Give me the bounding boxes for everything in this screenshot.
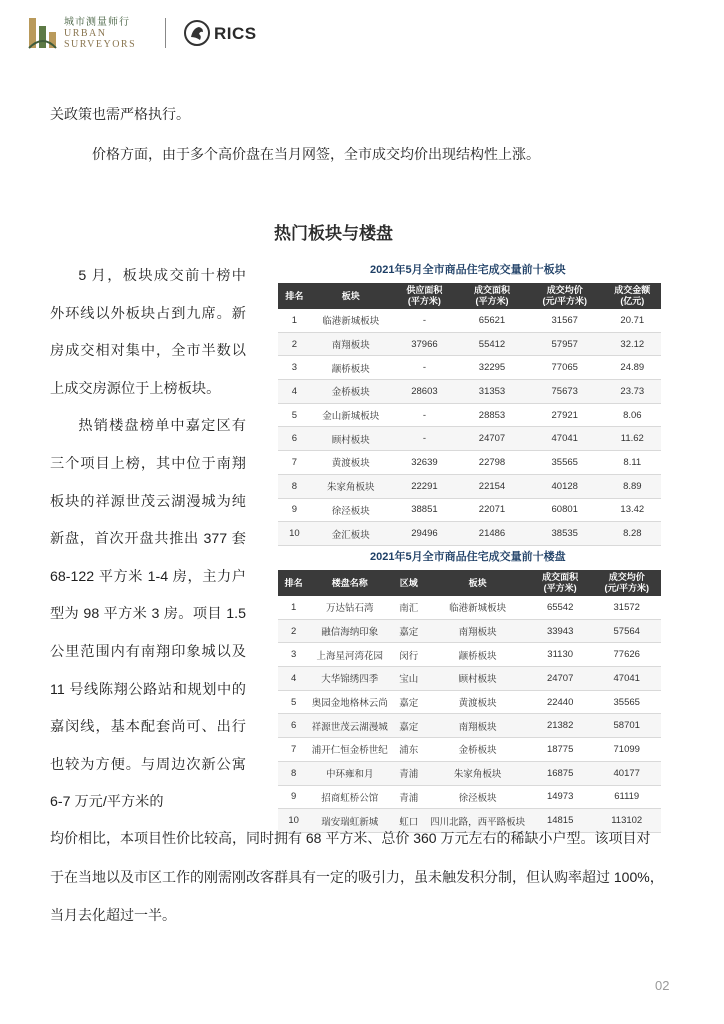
table-cell: 60801 <box>526 498 604 522</box>
table-cell: 2 <box>278 332 311 356</box>
table-row <box>278 309 661 332</box>
table-cell: 24707 <box>528 667 593 691</box>
bottom-line-1: 均价相比，本项目性价比较高，同时拥有 68 平方米、总价 360 万元左右的稀缺小户型。该项目对 <box>50 830 651 846</box>
table-cell: 11.62 <box>604 427 661 451</box>
table-cell: 大华锦绣四季 <box>309 667 390 691</box>
table-cell: 9 <box>278 785 309 809</box>
table-cell: 临港新城板块 <box>311 309 391 332</box>
col-header: 成交面积 (平方米) <box>458 283 526 309</box>
table-cell: 朱家角板块 <box>311 474 391 498</box>
table-cell: 金山新城板块 <box>311 403 391 427</box>
top-projects-table <box>278 570 661 833</box>
logo-en-1: URBAN <box>64 28 107 39</box>
table-cell: 113102 <box>592 809 661 833</box>
section-title: 热门板块与楼盘 <box>274 224 393 243</box>
logo-en-2: SURVEYORS <box>64 39 137 50</box>
table-cell: 1 <box>278 309 311 332</box>
col-header: 成交金额 (亿元) <box>604 283 661 309</box>
table-cell: 5 <box>278 403 311 427</box>
urban-surveyors-logo-icon <box>28 16 58 50</box>
table-cell: 31353 <box>458 380 526 404</box>
table-cell: 8 <box>278 761 309 785</box>
table-cell: 14973 <box>528 785 593 809</box>
table-cell: 57957 <box>526 332 604 356</box>
table-row <box>278 451 661 475</box>
table-cell: 8.11 <box>604 451 661 475</box>
table-cell: 22440 <box>528 690 593 714</box>
table-cell: 75673 <box>526 380 604 404</box>
table-row <box>278 356 661 380</box>
table-cell: 28853 <box>458 403 526 427</box>
table-cell: 77626 <box>592 643 661 667</box>
table-row <box>278 690 661 714</box>
table-cell: 77065 <box>526 356 604 380</box>
table-row <box>278 667 661 691</box>
paragraph-1: 关政策也需严格执行。 <box>50 106 190 122</box>
table-cell: 29496 <box>391 522 459 546</box>
table-cell: 65542 <box>528 596 593 619</box>
table-cell: 4 <box>278 380 311 404</box>
table-cell: 21382 <box>528 714 593 738</box>
page-number: 02 <box>655 978 670 993</box>
table-cell: 38535 <box>526 522 604 546</box>
table-cell: 10 <box>278 809 309 833</box>
table-cell: 2 <box>278 619 309 643</box>
col-header: 区域 <box>390 570 427 596</box>
page-header <box>28 14 328 54</box>
table-cell: 24707 <box>458 427 526 451</box>
col-header: 楼盘名称 <box>309 570 390 596</box>
table-row <box>278 643 661 667</box>
col-header: 排名 <box>278 570 309 596</box>
table-cell: - <box>391 309 459 332</box>
table-row <box>278 380 661 404</box>
top-districts-table <box>278 283 661 546</box>
table-row <box>278 403 661 427</box>
table-cell: 57564 <box>592 619 661 643</box>
col-header: 板块 <box>427 570 528 596</box>
table-cell: 瑞安瑞虹新城 <box>309 809 390 833</box>
table-cell: 颛桥板块 <box>427 643 528 667</box>
table-cell: 金桥板块 <box>311 380 391 404</box>
table-cell: 7 <box>278 738 309 762</box>
table-cell: 宝山 <box>390 667 427 691</box>
rics-logo-text: RICS <box>214 24 257 43</box>
table-cell: 四川北路，西平路板块 <box>427 809 528 833</box>
table-cell: 6 <box>278 427 311 451</box>
table-cell: 28603 <box>391 380 459 404</box>
table-cell: 22154 <box>458 474 526 498</box>
rics-lion-icon <box>184 20 210 46</box>
table-cell: 奥园金地格林云尚 <box>309 690 390 714</box>
table-cell: 58701 <box>592 714 661 738</box>
table-cell: 27921 <box>526 403 604 427</box>
table-row <box>278 332 661 356</box>
header-divider <box>165 18 166 48</box>
bottom-line-3: 当月去化超过一半。 <box>50 907 176 923</box>
table-cell: 招商虹桥公馆 <box>309 785 390 809</box>
table-row <box>278 619 661 643</box>
table-cell: 8.28 <box>604 522 661 546</box>
table-cell: 金桥板块 <box>427 738 528 762</box>
table-cell: 虹口 <box>390 809 427 833</box>
left-column-text <box>50 258 246 822</box>
table-cell: 朱家角板块 <box>427 761 528 785</box>
table-row <box>278 761 661 785</box>
col-header: 成交均价 (元/平方米) <box>592 570 661 596</box>
table-cell: 32295 <box>458 356 526 380</box>
col-header: 成交面积 (平方米) <box>528 570 593 596</box>
table-cell: 3 <box>278 643 309 667</box>
table-header-row <box>278 570 661 596</box>
table-cell: 万达钻石湾 <box>309 596 390 619</box>
table-cell: 浦开仁恒金桥世纪 <box>309 738 390 762</box>
table-cell: 3 <box>278 356 311 380</box>
table-cell: 上海星河湾花园 <box>309 643 390 667</box>
table-cell: 临港新城板块 <box>427 596 528 619</box>
table-cell: 南汇 <box>390 596 427 619</box>
table-cell: 青浦 <box>390 761 427 785</box>
table-cell: 顾村板块 <box>311 427 391 451</box>
table-cell: 7 <box>278 451 311 475</box>
table-cell: 55412 <box>458 332 526 356</box>
table-cell: 37966 <box>391 332 459 356</box>
table-row <box>278 474 661 498</box>
table-cell: 18775 <box>528 738 593 762</box>
table-cell: - <box>391 403 459 427</box>
table-cell: 浦东 <box>390 738 427 762</box>
table-cell: 青浦 <box>390 785 427 809</box>
table-cell: 1 <box>278 596 309 619</box>
table-cell: 10 <box>278 522 311 546</box>
table-cell: 31130 <box>528 643 593 667</box>
table-row <box>278 427 661 451</box>
table-cell: 9 <box>278 498 311 522</box>
table-cell: 颛桥板块 <box>311 356 391 380</box>
table-cell: 22291 <box>391 474 459 498</box>
table-cell: 65621 <box>458 309 526 332</box>
table-cell: 20.71 <box>604 309 661 332</box>
table-cell: 徐泾板块 <box>427 785 528 809</box>
table2-caption: 2021年5月全市商品住宅成交量前十楼盘 <box>370 551 566 563</box>
table-cell: 金汇板块 <box>311 522 391 546</box>
table-cell: 35565 <box>592 690 661 714</box>
table-cell: 31572 <box>592 596 661 619</box>
logo-text <box>64 17 136 50</box>
table-cell: 8 <box>278 474 311 498</box>
table-cell: 闵行 <box>390 643 427 667</box>
bottom-line-2: 于在当地以及市区工作的刚需刚改客群具有一定的吸引力，虽未触发积分制，但认购率超过 100%， <box>50 869 664 885</box>
paragraph-2: 价格方面，由于多个高价盘在当月网签，全市成交均价出现结构性上涨。 <box>92 146 540 162</box>
table-cell: 13.42 <box>604 498 661 522</box>
table-cell: 61119 <box>592 785 661 809</box>
table-cell: 22071 <box>458 498 526 522</box>
table-cell: - <box>391 427 459 451</box>
table-cell: 40177 <box>592 761 661 785</box>
table-cell: 47041 <box>526 427 604 451</box>
table-cell: 黄渡板块 <box>427 690 528 714</box>
table-cell: 中环雍和月 <box>309 761 390 785</box>
table-cell: 33943 <box>528 619 593 643</box>
table-cell: 35565 <box>526 451 604 475</box>
table1-caption: 2021年5月全市商品住宅成交量前十板块 <box>370 264 566 276</box>
table-cell: 22798 <box>458 451 526 475</box>
table-cell: 14815 <box>528 809 593 833</box>
table-cell: 顾村板块 <box>427 667 528 691</box>
table-cell: 嘉定 <box>390 714 427 738</box>
table-cell: 4 <box>278 667 309 691</box>
table-cell: 16875 <box>528 761 593 785</box>
table-row <box>278 785 661 809</box>
table-cell: 嘉定 <box>390 619 427 643</box>
col-header: 排名 <box>278 283 311 309</box>
col-header: 成交均价 (元/平方米) <box>526 283 604 309</box>
table-cell: 南翔板块 <box>311 332 391 356</box>
table-row <box>278 522 661 546</box>
table-cell: 40128 <box>526 474 604 498</box>
table-cell: 24.89 <box>604 356 661 380</box>
table-cell: 5 <box>278 690 309 714</box>
table-cell: 47041 <box>592 667 661 691</box>
table-cell: 6 <box>278 714 309 738</box>
col-header: 板块 <box>311 283 391 309</box>
table-cell: 祥源世茂云湖漫城 <box>309 714 390 738</box>
table-cell: 32639 <box>391 451 459 475</box>
table-cell: 南翔板块 <box>427 714 528 738</box>
table-cell: 31567 <box>526 309 604 332</box>
logo-cn: 城市测量师行 <box>64 17 130 28</box>
table-cell: 21486 <box>458 522 526 546</box>
table-header-row <box>278 283 661 309</box>
table-cell: 8.06 <box>604 403 661 427</box>
table-cell: 8.89 <box>604 474 661 498</box>
table-row <box>278 714 661 738</box>
col-header: 供应面积 (平方米) <box>391 283 459 309</box>
table-cell: 黄渡板块 <box>311 451 391 475</box>
table-cell: 徐泾板块 <box>311 498 391 522</box>
table-cell: 32.12 <box>604 332 661 356</box>
table-cell: - <box>391 356 459 380</box>
table-cell: 融信海纳印象 <box>309 619 390 643</box>
table-row <box>278 738 661 762</box>
table-cell: 38851 <box>391 498 459 522</box>
table-cell: 嘉定 <box>390 690 427 714</box>
table-row <box>278 596 661 619</box>
table-cell: 71099 <box>592 738 661 762</box>
table-cell: 南翔板块 <box>427 619 528 643</box>
table-cell: 23.73 <box>604 380 661 404</box>
table-row <box>278 498 661 522</box>
left-paragraph-1: 5 月，板块成交前十榜中外环线以外板块占到九席。新房成交相对集中，全市半数以上成交房源位于上榜板块。 <box>50 268 246 397</box>
left-paragraph-2: 热销楼盘榜单中嘉定区有三个项目上榜，其中位于南翔板块的祥源世茂云湖漫城为纯新盘，首次开盘共推出 377 套 68-122 平方米 1-4 房，主力户型为 98 平方米 3 房。项目 1.5 公里范围内有南翔印象城以及 11 号线陈翔公路站和规划中的嘉闵线，基本配套尚可、出行也较为方便。与周边次新公寓 6-7 万元/平方米的 <box>50 418 246 811</box>
